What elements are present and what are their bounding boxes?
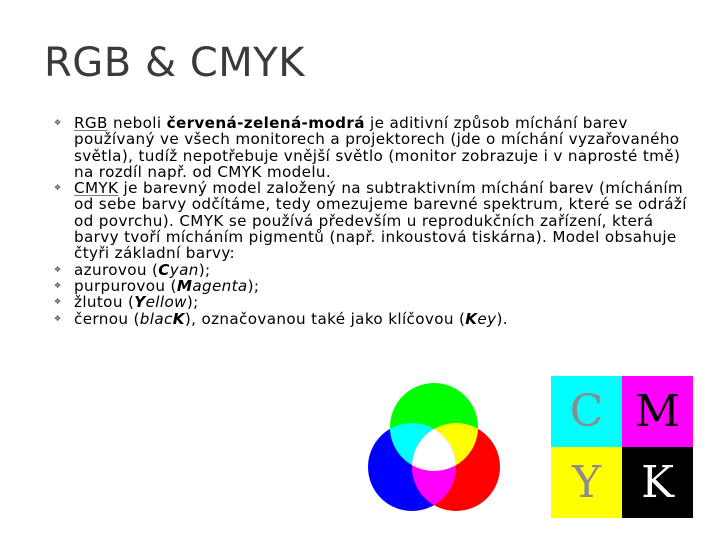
bullet-marker-icon: ❖	[54, 183, 62, 193]
bold-term: červená-zelená-modrá	[166, 114, 365, 132]
bullet-text: azurovou (	[74, 260, 159, 279]
letter-highlight: K	[465, 309, 478, 328]
letter-highlight: C	[158, 260, 170, 279]
bullet-text: je aditivní způsob míchání barev používaný ve všech monitorech a projektorech (jde o míchání vyzařovaného světla), tudíž nepotřebuje vnější světlo (monitor zobrazuje i v naprosté tmě) na rozdíl např. od CMYK modelu.	[74, 114, 681, 181]
bullet-text: černou (	[74, 309, 140, 328]
bullet-text: purpurovou (	[74, 276, 177, 295]
bullet-marker-icon: ❖	[54, 280, 62, 290]
bullet-list	[54, 115, 694, 327]
rgb-link[interactable]: RGB	[74, 114, 108, 132]
bullet-text: ), označovanou také jako klíčovou (	[184, 309, 466, 328]
bullet-marker-icon: ❖	[54, 297, 62, 307]
bullet-yellow	[54, 294, 694, 310]
italic-word: agenta	[192, 276, 248, 295]
bullet-text: je barevný model založený na subtraktivním míchání barev (mícháním od sebe barvy odčítáme, tedy omezujeme barevné spektrum, které se odráží od povrchu). CMYK se používá především u reprodukčních zařízení, která barvy tvoří mícháním pigmentů (např. inkoustová tiskárna). Model obsahuje čtyři základní barvy:	[74, 179, 687, 263]
rgb-venn-diagram	[364, 382, 504, 522]
bullet-text: žlutou (	[74, 293, 135, 312]
italic-word: ellow	[145, 293, 187, 312]
bullet-rgb	[54, 115, 694, 180]
slide-title: RGB & CMYK	[44, 40, 305, 86]
bullet-magenta	[54, 278, 694, 294]
bullet-marker-icon: ❖	[54, 118, 62, 127]
letter-highlight: Y	[134, 293, 146, 312]
cmyk-cell-yellow: Y	[551, 447, 622, 518]
bullet-text: neboli	[107, 114, 167, 132]
cmyk-grid	[551, 376, 693, 518]
cmyk-cell-cyan: C	[551, 376, 622, 447]
cmyk-link[interactable]: CMYK	[74, 179, 119, 198]
bullet-text: ).	[496, 309, 508, 328]
letter-highlight: K	[172, 309, 185, 328]
bullet-marker-icon: ❖	[54, 313, 62, 323]
bullet-text: );	[198, 260, 211, 279]
italic-word: ey	[477, 309, 497, 328]
cmyk-cell-black: K	[622, 447, 693, 518]
letter-highlight: M	[176, 276, 193, 295]
bullet-text: );	[247, 276, 260, 295]
italic-word: blac	[139, 309, 173, 328]
bullet-cmyk	[54, 180, 694, 261]
bullet-cyan	[54, 262, 694, 278]
cmyk-cell-magenta: M	[622, 376, 693, 447]
bullet-text: );	[186, 293, 199, 312]
bullet-black	[54, 311, 694, 327]
italic-word: yan	[169, 260, 199, 279]
bullet-marker-icon: ❖	[54, 264, 62, 274]
